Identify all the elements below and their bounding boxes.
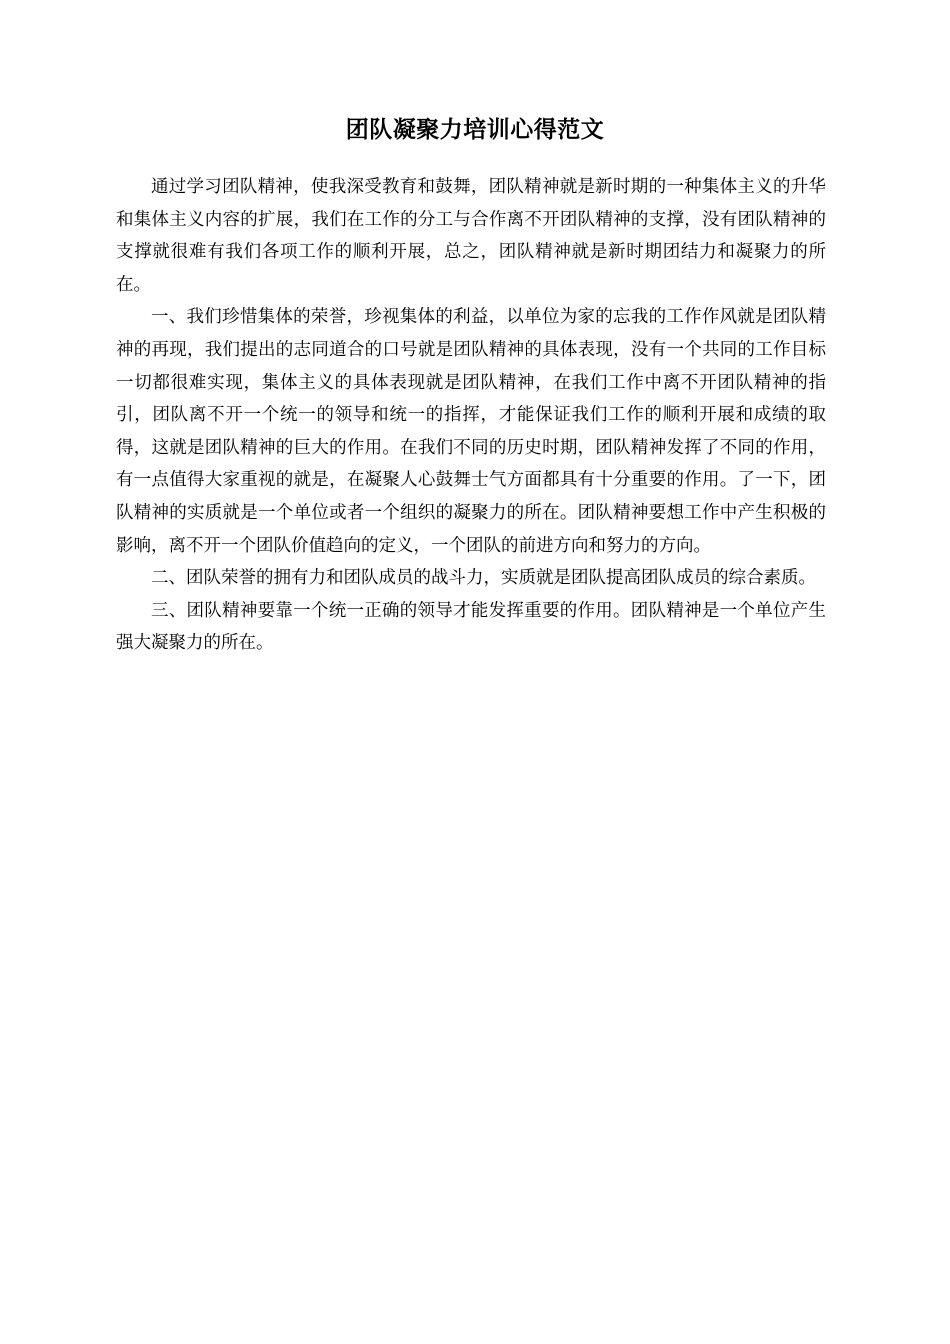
paragraph-point-one: 一、我们珍惜集体的荣誉，珍视集体的利益，以单位为家的忘我的工作作风就是团队精神的再现，我们提出的志同道合的口号就是团队精神的具体表现，没有一个共同的工作目标一切都很难实现，集体主义的具体表现就是团队精神，在我们工作中离不开团队精神的指引，团队离不开一个统一的领导和统一的指挥，才能保证我们工作的顺利开展和成绩的取得，这就是团队精神的巨大的作用。在我们不同的历史时期，团队精神发挥了不同的作用，有一点值得大家重视的就是，在凝聚人心鼓舞士气方面都具有十分重要的作用。了一下，团队精神的实质就是一个单位或者一个组织的凝聚力的所在。团队精神要想工作中产生积极的影响，离不开一个团队价值趋向的定义，一个团队的前进方向和努力的方向。 bbox=[116, 307, 826, 556]
paragraph-point-three: 三、团队精神要靠一个统一正确的领导才能发挥重要的作用。团队精神是一个单位产生强大凝聚力的所在。 bbox=[116, 600, 826, 654]
paragraph-point-two: 二、团队荣誉的拥有力和团队成员的战斗力，实质就是团队提高团队成员的综合素质。 bbox=[151, 568, 816, 589]
document-title: 团队凝聚力培训心得范文 bbox=[345, 117, 605, 143]
document-body bbox=[116, 171, 826, 660]
paragraph-intro: 通过学习团队精神，使我深受教育和鼓舞，团队精神就是新时期的一种集体主义的升华和集体主义内容的扩展，我们在工作的分工与合作离不开团队精神的支撑，没有团队精神的支撑就很难有我们各项工作的顺利开展，总之，团队精神就是新时期团结力和凝聚力的所在。 bbox=[116, 177, 826, 295]
